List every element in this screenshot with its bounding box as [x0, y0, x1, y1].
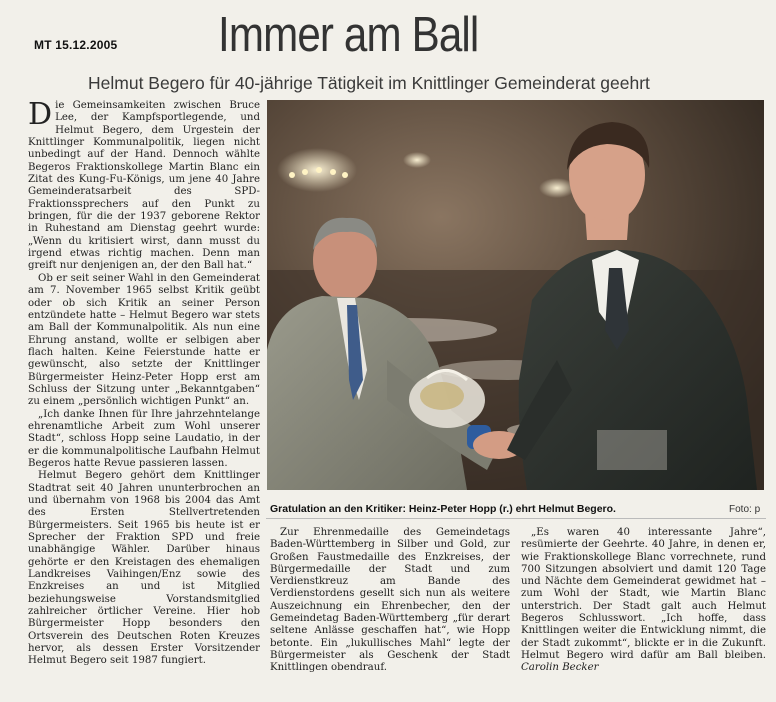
middle-text-column — [270, 527, 510, 692]
paragraph-1-text: ie Gemeinsamkeiten zwischen Bruce Lee, der Kampfsportlegende, und Helmut Begero, dem Urgestein der Knittlinger Kommunalpolitik, liegen nicht unbedingt auf der Hand. Dennoch wählte Begeros Fraktionskollege Martin Blanc ein Zitat des Kung-Fu-Königs, um jene 40 Jahre Gemeinderatsarbeit des SPD-Fraktionssprechers auf den Punkt zu bringen, für die der 1937 geborene Rektor in Ruhestand am Dienstag geehrt wurde: „Wenn du kritisiert wirst, dann musst du irgend etwas richtig machen. Denn man greift nur denjenigen an, der den Ball hat.“ — [28, 100, 260, 272]
article-subheadline: Helmut Begero für 40-jährige Tätigkeit im Knittlinger Gemeinderat geehrt — [88, 73, 650, 93]
date-stamp: MT 15.12.2005 — [34, 38, 118, 52]
handshake-photo-illustration — [267, 100, 764, 490]
paragraph-3: „Ich danke Ihnen für Ihre jahrzehntelange ehrenamtliche Arbeit zum Wohl unserer Stadt“, schloss Hopp seine Laudatio, in der er die kommunalpolitische Laufbahn Helmut Begeros hatte Revue passieren lassen. — [28, 408, 260, 469]
right-paragraph-text: „Es waren 40 interessante Jahre“, resümierte der Geehrte. 40 Jahre, in denen er, wie Fraktionskollege Blanc vorrechnete, rund 700 Sitzungen absolviert und damit 120 Tage und Nächte dem Gemeinderat gewidmet hat – zum Wohl der Stadt, wie Martin Blanc unterstrich. Der Stadt galt auch Helmut Begeros Schlusswort. „Ich hoffe, dass Knittlingen weiter die Entwicklung nimmt, die der Stadt zukommt“, blickte er in die Zukunft. Helmut Begero wird dafür am Ball bleiben. — [521, 527, 766, 661]
right-text-column — [521, 527, 766, 692]
paragraph-4: Helmut Begero gehört dem Knittlinger Stadtrat seit 40 Jahren ununterbrochen an und übernahm von 1968 bis 2004 das Amt des Ersten Stellvertretenden Bürgermeisters. Seit 1965 bis heute ist er Sprecher der Fraktion SPD und freie unabhängige Wähler. Darüber hinaus gehörte er den Kreistagen des ehemaligen Landkreises Vaihingen/Enz sowie des Enzkreises an und ist Mitglied beziehungsweise Vorstandsmitglied zahlreicher örtlicher Vereine. Hier hob Bürgermeister Hopp besonders den Ortsverein des Deutschen Roten Kreuzes hervor, als dessen Erster Vorsitzender Helmut Begero seit 1987 fungiert. — [28, 470, 260, 667]
article-author: Carolin Becker — [521, 662, 599, 674]
drop-cap: D — [28, 100, 53, 132]
article-headline: Immer am Ball — [218, 8, 479, 62]
right-paragraph — [521, 527, 766, 675]
paragraph-1 — [28, 100, 260, 273]
middle-paragraph: Zur Ehrenmedaille des Gemeindetags Baden-Württemberg in Silber und Gold, zur Großen Faustmedaille des Enzkreises, der Bürgermedaille der Stadt und zum Verdienstkreuz am Bande des Verdienstordens gesellt sich nun als weitere Auszeichnung ein Ehrenbecher, den der Gemeindetag Baden-Württemberg „für derart seltene Anlässe geschaffen hat“, wie Hopp betonte. Ein „lukullisches Mahl“ legte der Bürgermeister als Geschenk der Stadt Knittlingen obendrauf. — [270, 527, 510, 674]
photo-credit: Foto: p — [729, 504, 761, 515]
article-photo — [267, 100, 764, 490]
paragraph-2: Ob er seit seiner Wahl in den Gemeinderat am 7. November 1965 selbst Kritik geübt oder ob sich Kritik an seiner Person entzündete hatte – Helmut Begero war stets am Ball der Kommunalpolitik. Als nun eine Ehrung anstand, wollte er selbigen aber flach halten. Keine Feierstunde hatte er gewünscht, also setzte der Knittlinger Bürgermeister Heinz-Peter Hopp erst am Schluss der Sitzung unter „Bekanntgaben“ zu einem „persönlich wichtigen Punkt“ an. — [28, 272, 260, 408]
left-text-column — [28, 100, 260, 690]
caption-divider — [266, 518, 766, 519]
photo-caption: Gratulation an den Kritiker: Heinz-Peter Hopp (r.) ehrt Helmut Begero. — [270, 503, 616, 515]
